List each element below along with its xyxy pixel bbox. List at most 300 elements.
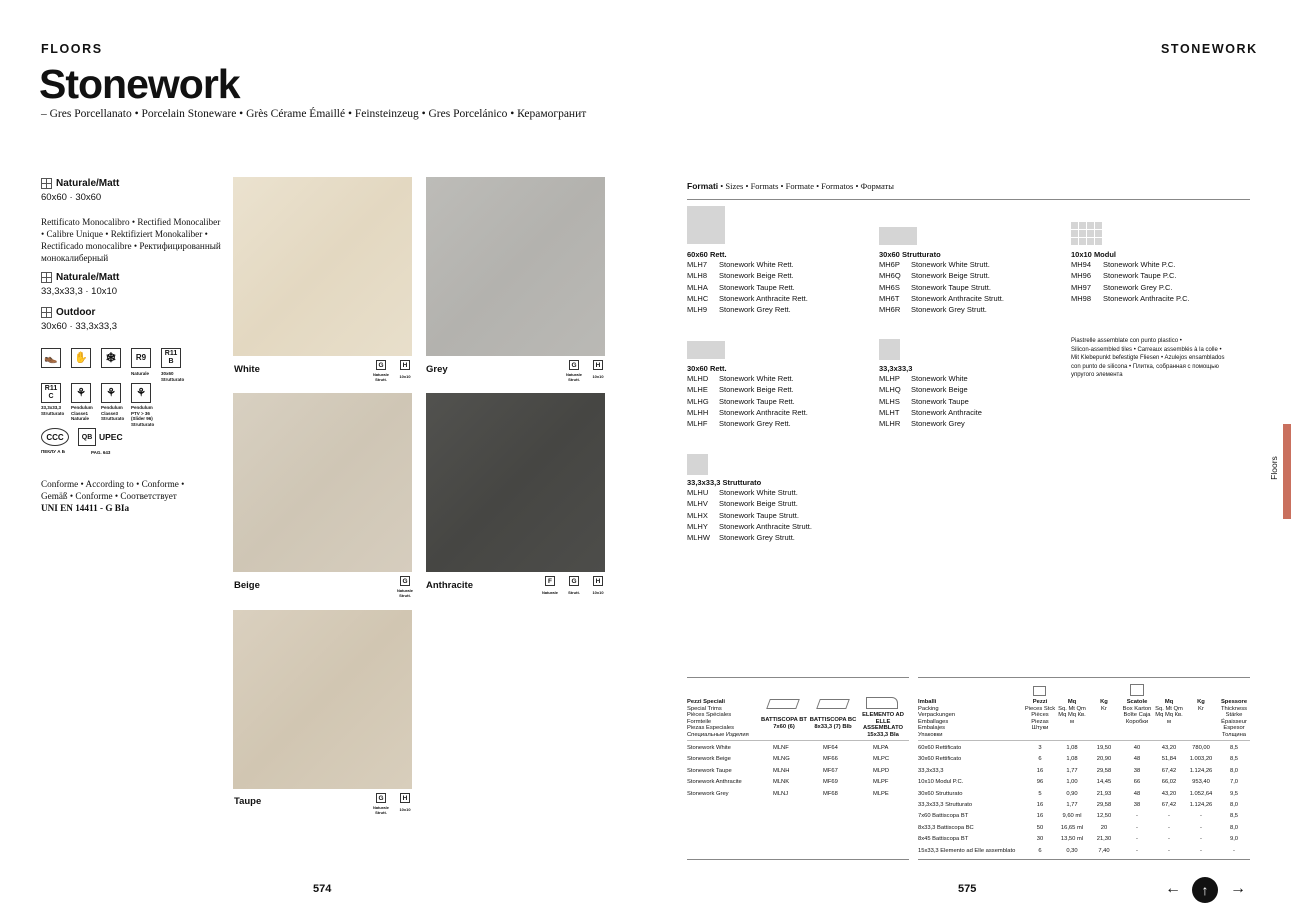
- packing-value: -: [1200, 847, 1202, 854]
- product-name: Stonework Beige Strutt.: [911, 271, 990, 281]
- r11c-caption: 33,3x33,3 Strutturato: [41, 405, 65, 416]
- packing-header: [918, 699, 955, 739]
- format-swatch-modul: [1071, 222, 1102, 245]
- format-row: [879, 304, 1004, 315]
- r9-badge: [131, 348, 151, 377]
- trim-code: MF67: [823, 767, 838, 774]
- product-code: MLHH: [687, 407, 709, 417]
- format-title: 30x60 Rett.: [687, 364, 727, 373]
- header-line: Packing: [918, 705, 939, 712]
- tile-grid-icon: [41, 178, 52, 189]
- format-swatch-30x60: [687, 341, 725, 359]
- format-row: [687, 282, 808, 293]
- pendulum-caption: Pendulum Classe1 Naturale: [71, 405, 93, 421]
- upec-label: UPEC: [99, 432, 123, 442]
- packing-value: -: [1168, 836, 1170, 843]
- tile-swatch-taupe: [233, 610, 412, 789]
- badge-caption: 10x10: [399, 807, 411, 812]
- finish-badge: G: [569, 360, 579, 370]
- packing-value: 12,50: [1096, 813, 1112, 820]
- product-code: MH6S: [879, 282, 900, 292]
- packing-col-header: Mq Sq. Mt Qm Mq Mq Кв. м: [1058, 699, 1086, 725]
- format-row: [687, 510, 812, 521]
- next-page-button[interactable]: →: [1230, 880, 1246, 897]
- trim-code: MLNH: [773, 767, 790, 774]
- format-row: [687, 270, 808, 281]
- trim-code: MF64: [823, 745, 838, 751]
- product-name: Stonework Taupe Strutt.: [719, 510, 799, 520]
- format-row: [879, 418, 982, 429]
- product-name: Stonework Beige Strutt.: [719, 499, 798, 509]
- product-code: MH98: [1071, 293, 1092, 303]
- packing-value: 48: [1133, 790, 1141, 797]
- format-swatch-60x60: [687, 206, 725, 244]
- packing-format: 15x33,3 Elemento ad Elle assemblato: [918, 847, 1016, 854]
- divider: [687, 859, 909, 860]
- r11b-caption: 30x60 Strutturato: [161, 371, 185, 382]
- format-group: [1071, 250, 1190, 304]
- product-name: Stonework Grey Strutt.: [719, 533, 795, 543]
- formati-heading: [687, 181, 894, 191]
- tile-grid-icon: [41, 272, 52, 283]
- format-row: [687, 304, 808, 315]
- product-code: MH97: [1071, 282, 1092, 292]
- format-row: [879, 293, 1004, 304]
- conforme-line: Gemäß • Conforme • Соответствует: [41, 491, 177, 501]
- finish-badge: G: [569, 576, 579, 586]
- rectified-line: Rettificato Monocalibro • Rectified Monocaliber: [41, 217, 221, 227]
- product-name: Stonework Anthracite Strutt.: [911, 293, 1004, 303]
- packing-format: 8x33,3 Battiscopa BC: [918, 824, 974, 831]
- format-group: [687, 250, 808, 315]
- trim-code: MLPA: [873, 745, 889, 751]
- format-group: [879, 250, 1004, 315]
- ccc-logo: [41, 428, 69, 455]
- pendulum-icon: ⚘: [131, 383, 151, 403]
- packing-value: 38: [1133, 802, 1141, 808]
- product-name: Stonework White Rett.: [719, 260, 794, 269]
- pendulum-badge: [101, 383, 129, 422]
- packing-value: 14,45: [1096, 779, 1112, 786]
- tile-name: Anthracite: [426, 580, 473, 591]
- packing-col-header: Scatole Box Karton Boîte Caja Коробки: [1122, 699, 1152, 725]
- header-line: Упаковки: [918, 731, 943, 738]
- format-row: [879, 282, 1004, 293]
- shoe-icon: 👞: [41, 348, 61, 368]
- trim-product-name: Stonework Taupe: [687, 767, 732, 774]
- packing-value: 67,42: [1161, 802, 1177, 808]
- finish-badge: H: [593, 360, 603, 370]
- packing-value: -: [1136, 847, 1138, 854]
- material-subtitle: – Gres Porcellanato • Porcelain Stoneware • Grès Cérame Émaillé • Feinsteinzeug • Gres Porcelánico • Керамогранит: [41, 108, 587, 120]
- packing-value: 1.003,20: [1189, 756, 1213, 763]
- finish-badge: H: [593, 576, 603, 586]
- format-list: [1071, 259, 1190, 304]
- product-name: Stonework Anthracite Rett.: [719, 293, 808, 303]
- product-code: MLHT: [879, 407, 900, 417]
- packing-value: 1,08: [1066, 745, 1078, 751]
- prev-page-button[interactable]: ←: [1165, 880, 1181, 897]
- product-name: Stonework Anthracite P.C.: [1103, 293, 1190, 303]
- conforme-standard: UNI EN 14411 - G BIa: [41, 503, 130, 513]
- format-swatch-30x60: [879, 227, 917, 245]
- packing-value: -: [1136, 813, 1138, 820]
- pieces-icon: [1033, 686, 1046, 696]
- header-line: Emballages: [918, 718, 949, 725]
- packing-value: 6: [1038, 847, 1042, 854]
- battiscopa-bc-icon: [816, 699, 850, 709]
- product-name: Stonework Beige Rett.: [719, 271, 794, 281]
- packing-value: 48: [1133, 756, 1141, 763]
- format-title: 10x10 Modul: [1071, 250, 1117, 259]
- format-title: 33,3x33,3: [879, 364, 913, 373]
- format-swatch-33x33: [879, 339, 900, 360]
- packing-value: 16: [1036, 802, 1044, 808]
- badge-caption: Naturale Strutt.: [372, 372, 389, 382]
- packing-value: 29,58: [1096, 767, 1112, 774]
- packing-value: 1,77: [1066, 767, 1078, 774]
- packing-col-header: Kg Kг: [1100, 699, 1108, 712]
- format-row: [687, 487, 812, 498]
- packing-value: 9,60 ml: [1062, 813, 1082, 820]
- packing-value: 1,00: [1066, 779, 1078, 786]
- packing-value: 66,02: [1161, 779, 1177, 786]
- packing-value: 8,5: [1229, 745, 1239, 751]
- packing-value: 50: [1036, 824, 1044, 831]
- product-name: Stonework Grey Rett.: [719, 419, 791, 429]
- side-tab-marker: [1283, 424, 1291, 519]
- product-code: MLHQ: [879, 385, 901, 395]
- product-code: MH6Q: [879, 271, 901, 281]
- packing-format: 7x60 Battiscopa BT: [918, 813, 969, 820]
- rectified-line: монокалиберный: [41, 253, 109, 263]
- product-name: Stonework Grey Strutt.: [911, 305, 987, 315]
- format-title: 60x60 Rett.: [687, 250, 727, 259]
- packing-value: 40: [1133, 745, 1141, 751]
- packing-value: 66: [1133, 779, 1141, 786]
- product-code: MLHW: [687, 533, 710, 543]
- packing-value: -: [1136, 836, 1138, 843]
- pendulum-badge: [71, 383, 99, 422]
- format-row: [879, 259, 1004, 270]
- badge-caption: Naturale Strutt.: [396, 588, 413, 598]
- finish-badge: F: [545, 576, 555, 586]
- divider: [687, 677, 909, 678]
- packing-value: -: [1233, 847, 1235, 854]
- badge-caption: 10x10: [592, 374, 604, 379]
- packing-format: 33,3x33,3 Strutturato: [918, 802, 973, 808]
- packing-format: 60x60 Rettificato: [918, 745, 962, 751]
- format-title: 30x60 Strutturato: [879, 250, 941, 259]
- packing-value: 0,90: [1066, 790, 1078, 797]
- packing-format: 30x60 Strutturato: [918, 790, 963, 797]
- format-row: [687, 407, 808, 418]
- product-code: MLHX: [687, 510, 708, 520]
- ccc-icon: CCC: [41, 428, 69, 446]
- divider: [918, 740, 1250, 741]
- rectified-line: Rectificado monocalibre • Ректифицированный: [41, 241, 221, 251]
- packing-value: 38: [1133, 767, 1141, 774]
- packing-value: -: [1200, 836, 1202, 843]
- divider: [687, 199, 1250, 200]
- product-name: Stonework Beige Rett.: [719, 385, 794, 395]
- header-line: Formteile: [687, 718, 712, 725]
- pendulum-icon: ⚘: [71, 383, 91, 403]
- trim-code: MLPF: [873, 779, 889, 786]
- packing-value: 20: [1100, 824, 1108, 831]
- format-row: [687, 396, 808, 407]
- r9-caption: Naturale: [131, 371, 150, 376]
- box-icon: [1130, 684, 1144, 696]
- tile-swatch-white: [233, 177, 412, 356]
- formati-label: Formati: [687, 181, 719, 191]
- trim-code: MLPE: [873, 790, 889, 797]
- badge-caption: Strutt.: [568, 590, 580, 595]
- header-line: Verpackungen: [918, 712, 956, 719]
- packing-col-header: Pezzi Pieces Stck Pièces Piezas Штуки: [1024, 699, 1056, 732]
- r11c-label: R11 C: [41, 383, 61, 403]
- format-group: [879, 364, 982, 429]
- packing-value: 8,0: [1229, 824, 1239, 831]
- format-row: [687, 384, 808, 395]
- r11c-badge: [41, 383, 69, 416]
- format-list: [879, 259, 1004, 315]
- packing-value: 16,65 ml: [1060, 824, 1084, 831]
- packing-value: 8,0: [1229, 767, 1239, 774]
- product-name: Stonework Taupe: [911, 396, 969, 406]
- finish-sizes: 30x60 · 33,3x33,3: [41, 321, 118, 332]
- tile-name: Beige: [234, 580, 260, 591]
- format-row: [879, 373, 982, 384]
- product-code: MLHY: [687, 521, 708, 531]
- packing-format: 8x45 Battiscopa BT: [918, 836, 969, 843]
- trim-code: MF69: [823, 779, 838, 786]
- format-row: [1071, 293, 1190, 304]
- trim-product-name: Stonework Anthracite: [687, 779, 742, 786]
- packing-value: 1,08: [1066, 756, 1078, 763]
- trim-code: MLNG: [773, 756, 790, 763]
- formati-translations: • Sizes • Formats • Formate • Formatos • Форматы: [718, 181, 894, 191]
- col-header: BATTISCOPA BC 8x33,3 (7) BIb: [809, 717, 857, 730]
- format-row: [879, 407, 982, 418]
- pendulum-icon: ⚘: [101, 383, 121, 403]
- badge-caption: 10x10: [592, 590, 604, 595]
- r9-label: R9: [131, 348, 151, 368]
- format-row: [879, 270, 1004, 281]
- format-row: [687, 418, 808, 429]
- format-row: [687, 498, 812, 509]
- upec-caption: PAG. 643: [91, 450, 111, 455]
- packing-value: 21,30: [1096, 836, 1112, 843]
- finish-badge: G: [376, 360, 386, 370]
- finishes-panel: [41, 178, 221, 332]
- col-header: ELEMENTO AD ELLE ASSEMBLATO 15x33,3 BIa: [862, 712, 904, 738]
- packing-format: 30x60 Rettificato: [918, 756, 962, 763]
- conforme-line: Conforme • According to • Conforme •: [41, 479, 185, 489]
- trim-code: MF66: [823, 756, 838, 763]
- side-tab-label: Floors: [1268, 456, 1279, 480]
- format-list: [687, 487, 812, 543]
- finish-badge: G: [376, 793, 386, 803]
- packing-value: 8,0: [1229, 802, 1239, 808]
- product-name: Stonework White Strutt.: [911, 260, 990, 269]
- format-row: [687, 521, 812, 532]
- format-row: [1071, 270, 1190, 281]
- product-name: Stonework Anthracite Rett.: [719, 407, 808, 417]
- modul-note-line: Piastrelle assemblate con punto plastico •: [1071, 338, 1182, 344]
- upec-logo: [78, 428, 123, 446]
- product-code: MLHF: [687, 419, 708, 429]
- packing-value: -: [1168, 813, 1170, 820]
- section-kicker-right: STONEWORK: [1161, 42, 1258, 56]
- header-line: Специальные Изделия: [687, 731, 749, 738]
- product-code: MLHS: [879, 396, 900, 406]
- trim-product-name: Stonework Beige: [687, 756, 731, 763]
- hand-icon: ✋: [71, 348, 91, 368]
- trim-code: MLNJ: [773, 790, 789, 797]
- packing-value: -: [1168, 824, 1170, 831]
- format-row: [687, 293, 808, 304]
- product-code: MH96: [1071, 271, 1092, 281]
- packing-value: 780,00: [1192, 745, 1210, 751]
- qb-icon: QB: [78, 428, 96, 446]
- packing-value: 5: [1038, 790, 1042, 797]
- product-code: MLHV: [687, 499, 708, 509]
- packing-col-header: Kg Kг: [1197, 699, 1205, 712]
- packing-value: 16: [1036, 813, 1044, 820]
- format-row: [687, 532, 812, 543]
- tile-swatch-grey: [426, 177, 605, 356]
- divider: [918, 859, 1250, 860]
- product-name: Stonework Taupe P.C.: [1103, 271, 1177, 281]
- conforme-text: [41, 478, 184, 514]
- format-row: [879, 396, 982, 407]
- finish-name: Outdoor: [56, 307, 96, 318]
- packing-value: 7,0: [1229, 779, 1239, 786]
- packing-col-header: Spessore Thickness Stärke Épaisseur Espesor Толщина: [1220, 699, 1248, 738]
- header-line: Pièces Spéciales: [687, 712, 732, 719]
- page-number-left: 574: [313, 883, 332, 895]
- packing-value: 43,20: [1161, 790, 1177, 797]
- pendulum-caption: Pendulum PTV > 36 (Slider 96) Strutturato: [131, 405, 155, 427]
- product-code: MLHD: [687, 374, 709, 383]
- packing-col-header: Mq Sq. Mt Qm Mq Mq Кв. м: [1155, 699, 1183, 725]
- pendulum-caption: Pendulum Classe3 Strutturato: [101, 405, 125, 421]
- product-name: Stonework White Strutt.: [719, 488, 798, 497]
- product-code: MLHC: [687, 293, 709, 303]
- col-header: BATTISCOPA BT 7x60 (6): [761, 717, 807, 730]
- header-line: Embalajes: [918, 725, 946, 732]
- finish-name: Naturale/Matt: [56, 272, 120, 283]
- finish-row: [41, 307, 221, 318]
- tile-swatch-anthracite: [426, 393, 605, 572]
- format-list: [687, 259, 808, 315]
- rectified-text: [41, 216, 221, 264]
- format-list: [879, 373, 982, 429]
- tile-name: White: [234, 364, 260, 375]
- product-code: MLHE: [687, 385, 708, 395]
- modul-note-line: Silicon-assembled tiles • Carreaux assemblés à la colle •: [1071, 346, 1222, 353]
- packing-value: 8,5: [1229, 813, 1239, 820]
- finish-badge: H: [400, 793, 410, 803]
- packing-value: 20,90: [1096, 756, 1112, 763]
- packing-value: -: [1136, 824, 1138, 831]
- product-name: Stonework Anthracite: [911, 407, 982, 417]
- divider: [687, 740, 909, 741]
- format-row: [687, 259, 808, 270]
- tile-name: Grey: [426, 364, 448, 375]
- header-line: Imballi: [918, 699, 937, 705]
- packing-format: 33,3x33,3: [918, 767, 944, 774]
- product-code: MH6R: [879, 305, 901, 315]
- product-name: Stonework Anthracite Strutt.: [719, 521, 812, 531]
- header-line: Pezzi Speciali: [687, 699, 726, 705]
- trim-code: MLNK: [773, 779, 790, 786]
- packing-value: 21,93: [1096, 790, 1112, 797]
- trim-product-name: Stonework White: [687, 745, 731, 751]
- badge-caption: Naturale Strutt.: [372, 805, 389, 815]
- packing-value: 6: [1038, 756, 1042, 763]
- modul-note-line: Mit Klebepunkt befestigte Fliesen • Azulejos ensamblados: [1071, 355, 1225, 361]
- header-line: Piezas Especiales: [687, 725, 735, 732]
- packing-value: 9,5: [1229, 790, 1239, 797]
- packing-value: 1,77: [1066, 802, 1078, 808]
- finish-row: [41, 178, 221, 189]
- section-kicker: FLOORS: [41, 42, 103, 56]
- finish-row: [41, 272, 221, 283]
- packing-value: 953,40: [1192, 779, 1210, 786]
- packing-value: 7,40: [1098, 847, 1110, 854]
- page-number-right: 575: [958, 883, 977, 895]
- page-title: Stonework: [39, 61, 240, 107]
- product-code: MLHP: [879, 374, 900, 383]
- packing-value: 30: [1036, 836, 1044, 843]
- format-row: [1071, 259, 1190, 270]
- packing-value: -: [1168, 847, 1170, 854]
- product-name: Stonework Grey Rett.: [719, 305, 791, 315]
- format-group: [687, 478, 812, 543]
- product-name: Stonework Beige: [911, 385, 968, 395]
- scroll-top-button[interactable]: [1192, 877, 1218, 903]
- product-name: Stonework Taupe Strutt.: [911, 282, 991, 292]
- packing-value: 0,30: [1066, 847, 1078, 854]
- badge-caption: Naturale: [541, 590, 558, 595]
- product-name: Stonework Grey P.C.: [1103, 282, 1173, 292]
- format-title: 33,3x33,3 Strutturato: [687, 478, 762, 487]
- format-group: [687, 364, 808, 429]
- packing-value: 19,50: [1096, 745, 1112, 751]
- product-code: MH6P: [879, 260, 900, 269]
- trim-code: MLPD: [873, 767, 890, 774]
- packing-value: 51,84: [1161, 756, 1177, 763]
- modul-note-line: con punto de silicona • Плитка, собранная с помощью: [1071, 363, 1219, 370]
- header-line: Special Trims: [687, 705, 722, 712]
- packing-value: 43,20: [1161, 745, 1177, 751]
- finish-badge: G: [400, 576, 410, 586]
- product-code: MLHA: [687, 282, 708, 292]
- badge-caption: Naturale Strutt.: [565, 372, 582, 382]
- packing-value: 96: [1036, 779, 1044, 786]
- battiscopa-bt-icon: [766, 699, 800, 709]
- packing-value: -: [1200, 824, 1202, 831]
- badge-caption: 10x10: [399, 374, 411, 379]
- ccc-caption: ПЕКЛУ А Б: [41, 449, 65, 454]
- r11b-badge: [161, 348, 191, 382]
- product-name: Stonework Grey: [911, 419, 965, 429]
- tile-swatch-beige: [233, 393, 412, 572]
- packing-value: 3: [1038, 745, 1042, 751]
- product-name: Stonework Taupe Rett.: [719, 396, 795, 406]
